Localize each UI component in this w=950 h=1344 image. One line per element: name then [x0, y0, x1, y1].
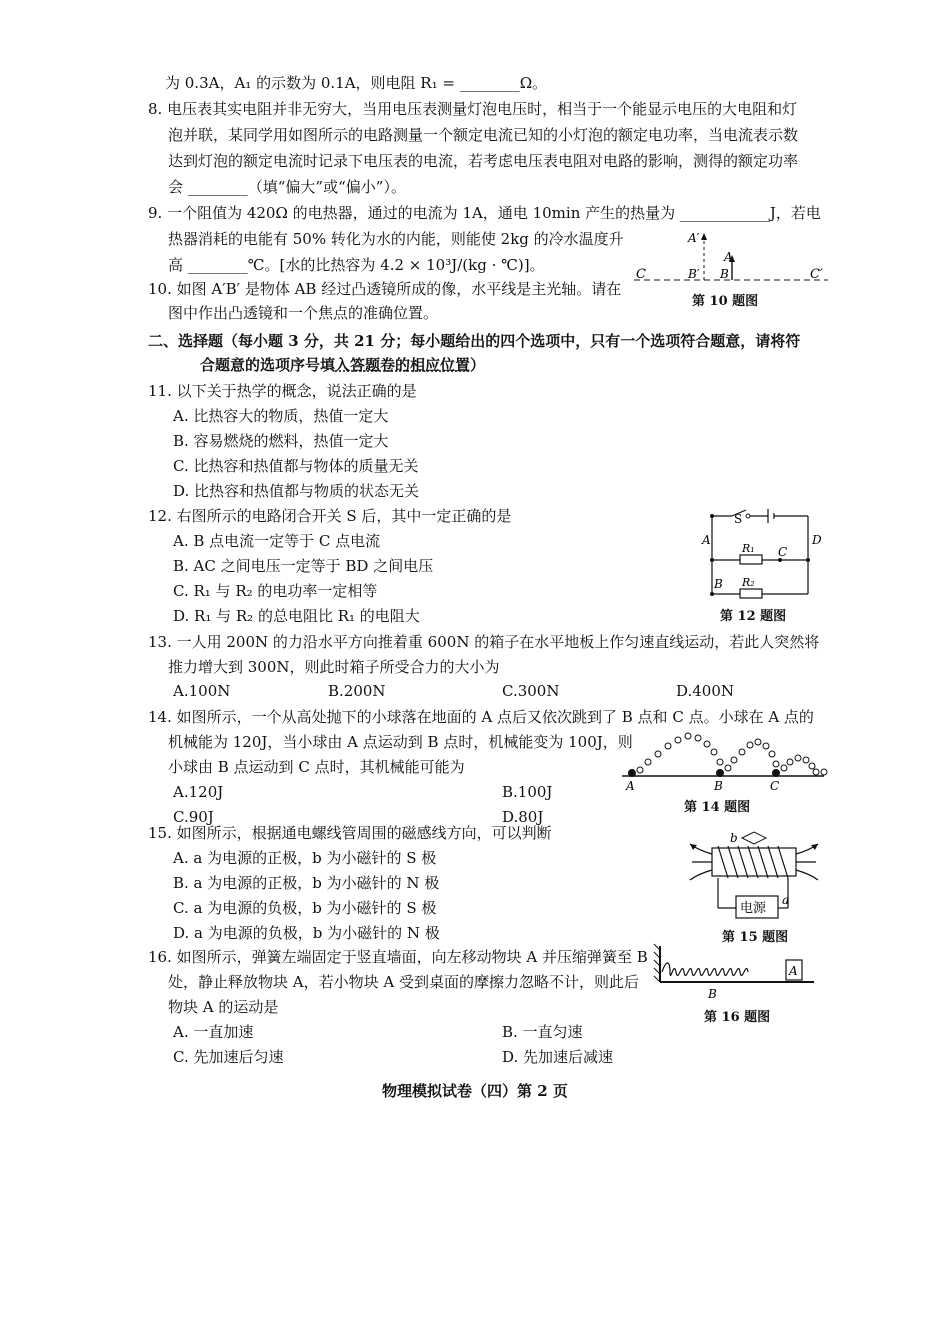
q14-line3: 小球由 B 点运动到 C 点时，其机械能可能为: [168, 758, 465, 776]
section2-emphasis: 入答题卷的相应位置: [335, 356, 471, 374]
point-a-label: A: [626, 779, 635, 793]
q11-option-a: A. 比热容大的物质，热值一定大: [173, 407, 389, 425]
q9-line2: 热器消耗的电能有 50% 转化为水的内能，则能使 2kg 的冷水温度升: [168, 230, 624, 248]
q13-option-a: A.100N: [173, 682, 231, 700]
q14-option-c: C.90J: [173, 808, 214, 826]
label-a: A: [724, 250, 733, 264]
q15-stem: 15. 如图所示，根据通电螺线管周围的磁感线方向，可以判断: [148, 824, 552, 842]
point-b-label: B: [714, 779, 723, 793]
block-a-label: A: [789, 964, 798, 978]
needle-b-label: b: [730, 831, 738, 845]
power-source-label: 电源: [740, 901, 767, 916]
q8-line3: 达到灯泡的额定电流时记录下电压表的电流，若考虑电压表电阻对电路的影响，测得的额定功率: [168, 152, 799, 170]
q14-line1: 14. 如图所示，一个从高处抛下的小球落在地面的 A 点后又依次跳到了 B 点和 C 点。小球在 A 点的: [148, 708, 814, 726]
figure-10-caption: 第 10 题图: [692, 294, 759, 309]
page-footer: 物理模拟试卷（四）第 2 页: [382, 1082, 568, 1100]
q15-option-c: C. a 为电源的负极，b 为小磁针的 S 极: [173, 899, 437, 917]
q12-option-a: A. B 点电流一定等于 C 点电流: [173, 532, 381, 550]
figure-15-solenoid: [688, 828, 824, 924]
point-c-label: C: [770, 779, 780, 793]
q13-line2: 推力增大到 300N，则此时箱子所受合力的大小为: [168, 658, 500, 676]
figure-10-lens-diagram: [628, 228, 833, 292]
q14-option-b: B.100J: [502, 783, 553, 801]
q14-option-a: A.120J: [173, 783, 224, 801]
q12-option-c: C. R₁ 与 R₂ 的电功率一定相等: [173, 582, 378, 600]
q11-option-d: D. 比热容和热值都与物质的状态无关: [173, 482, 420, 500]
q11-option-c: C. 比热容和热值都与物体的质量无关: [173, 457, 419, 475]
label-a-prime: A′: [688, 231, 700, 245]
q9-line1: 9. 一个阻值为 420Ω 的电热器，通过的电流为 1A，通电 10min 产生的热量为 ____________J，若电: [148, 204, 821, 222]
q12-option-d: D. R₁ 与 R₂ 的总电阻比 R₁ 的电阻大: [173, 607, 420, 625]
terminal-a-label: a: [782, 893, 790, 907]
q16-option-a: A. 一直加速: [173, 1023, 254, 1041]
section2-heading-cont: [200, 354, 485, 376]
point-b-label: B: [708, 987, 717, 1001]
figure-15-caption: 第 15 题图: [722, 930, 789, 945]
node-b-label: B: [714, 577, 723, 591]
figure-16-caption: 第 16 题图: [704, 1010, 771, 1025]
q13-line1: 13. 一人用 200N 的力沿水平方向推着重 600N 的箱子在水平地板上作匀速直线运动，若此人突然将: [148, 633, 820, 651]
q8-line2: 泡并联，某同学用如图所示的电路测量一个额定电流已知的小灯泡的额定电功率，当电流表示数: [168, 126, 799, 144]
label-c: C: [636, 267, 646, 282]
q15-option-b: B. a 为电源的正极，b 为小磁针的 N 极: [173, 874, 440, 892]
q11-stem: 11. 以下关于热学的概念，说法正确的是: [148, 382, 417, 400]
compass-needle: [742, 832, 766, 844]
image-arrowhead: [701, 233, 707, 240]
figure-14-caption: 第 14 题图: [684, 800, 751, 815]
label-b: B: [720, 267, 729, 281]
q13-option-d: D.400N: [676, 682, 735, 700]
switch-label: S: [734, 512, 743, 526]
section2-text: 合题意的选项序号填: [200, 356, 336, 374]
q14-option-d: D.80J: [502, 808, 544, 826]
q12-stem: 12. 右图所示的电路闭合开关 S 后，其中一定正确的是: [148, 507, 512, 525]
q16-option-c: C. 先加速后匀速: [173, 1048, 284, 1066]
label-c-prime: C′: [810, 267, 823, 282]
figure-14-bouncing-ball: [618, 730, 830, 794]
q14-line2: 机械能为 120J，当小球由 A 点运动到 B 点时，机械能变为 100J，则: [168, 733, 633, 751]
q16-line2: 处，静止释放物块 A，若小物块 A 受到桌面的摩擦力忽略不计，则此后: [168, 973, 639, 991]
q8-line1: 8. 电压表其实电阻并非无穷大，当用电压表测量灯泡电压时，相当于一个能显示电压的大电阻和灯: [148, 100, 798, 118]
q15-option-a: A. a 为电源的正极，b 为小磁针的 S 极: [173, 849, 437, 867]
q13-option-c: C.300N: [502, 682, 560, 700]
node-d-label: D: [812, 533, 822, 547]
q7-tail: 为 0.3A，A₁ 的示数为 0.1A，则电阻 R₁ = ________Ω。: [165, 74, 548, 92]
q16-line1: 16. 如图所示，弹簧左端固定于竖直墙面，向左移动物块 A 并压缩弹簧至 B: [148, 948, 648, 966]
q10-line1: 10. 如图 A′B′ 是物体 AB 经过凸透镜所成的像，水平线是主光轴。请在: [148, 280, 622, 298]
q9-line3: 高 ________℃。[水的比热容为 4.2 × 10³J/(kg · ℃)]。: [168, 256, 545, 274]
q12-option-b: B. AC 之间电压一定等于 BD 之间电压: [173, 557, 434, 575]
label-b-prime: B′: [688, 267, 700, 281]
r1-label: R₁: [742, 542, 755, 555]
node-a-label: A: [702, 533, 711, 547]
node-c-label: C: [778, 545, 788, 559]
q16-option-d: D. 先加速后减速: [502, 1048, 614, 1066]
q13-option-b: B.200N: [328, 682, 386, 700]
q8-line4: 会 ________（填“偏大”或“偏小”）。: [168, 178, 406, 196]
spring: [662, 963, 748, 975]
q16-option-b: B. 一直匀速: [502, 1023, 583, 1041]
figure-16-spring-block: [648, 938, 818, 1002]
figure-12-caption: 第 12 题图: [720, 609, 787, 624]
q15-option-d: D. a 为电源的负极，b 为小磁针的 N 极: [173, 924, 440, 942]
r2-label: R₂: [742, 576, 755, 589]
q16-line3: 物块 A 的运动是: [168, 998, 279, 1016]
figure-12-circuit: [700, 508, 828, 600]
q11-option-b: B. 容易燃烧的燃料，热值一定大: [173, 432, 389, 450]
q10-line2: 图中作出凸透镜和一个焦点的准确位置。: [168, 304, 439, 322]
section2-close: ）: [470, 356, 486, 374]
section2-heading: 二、选择题（每小题 3 分，共 21 分；每小题给出的四个选项中，只有一个选项符合题意，请将符: [148, 332, 801, 350]
